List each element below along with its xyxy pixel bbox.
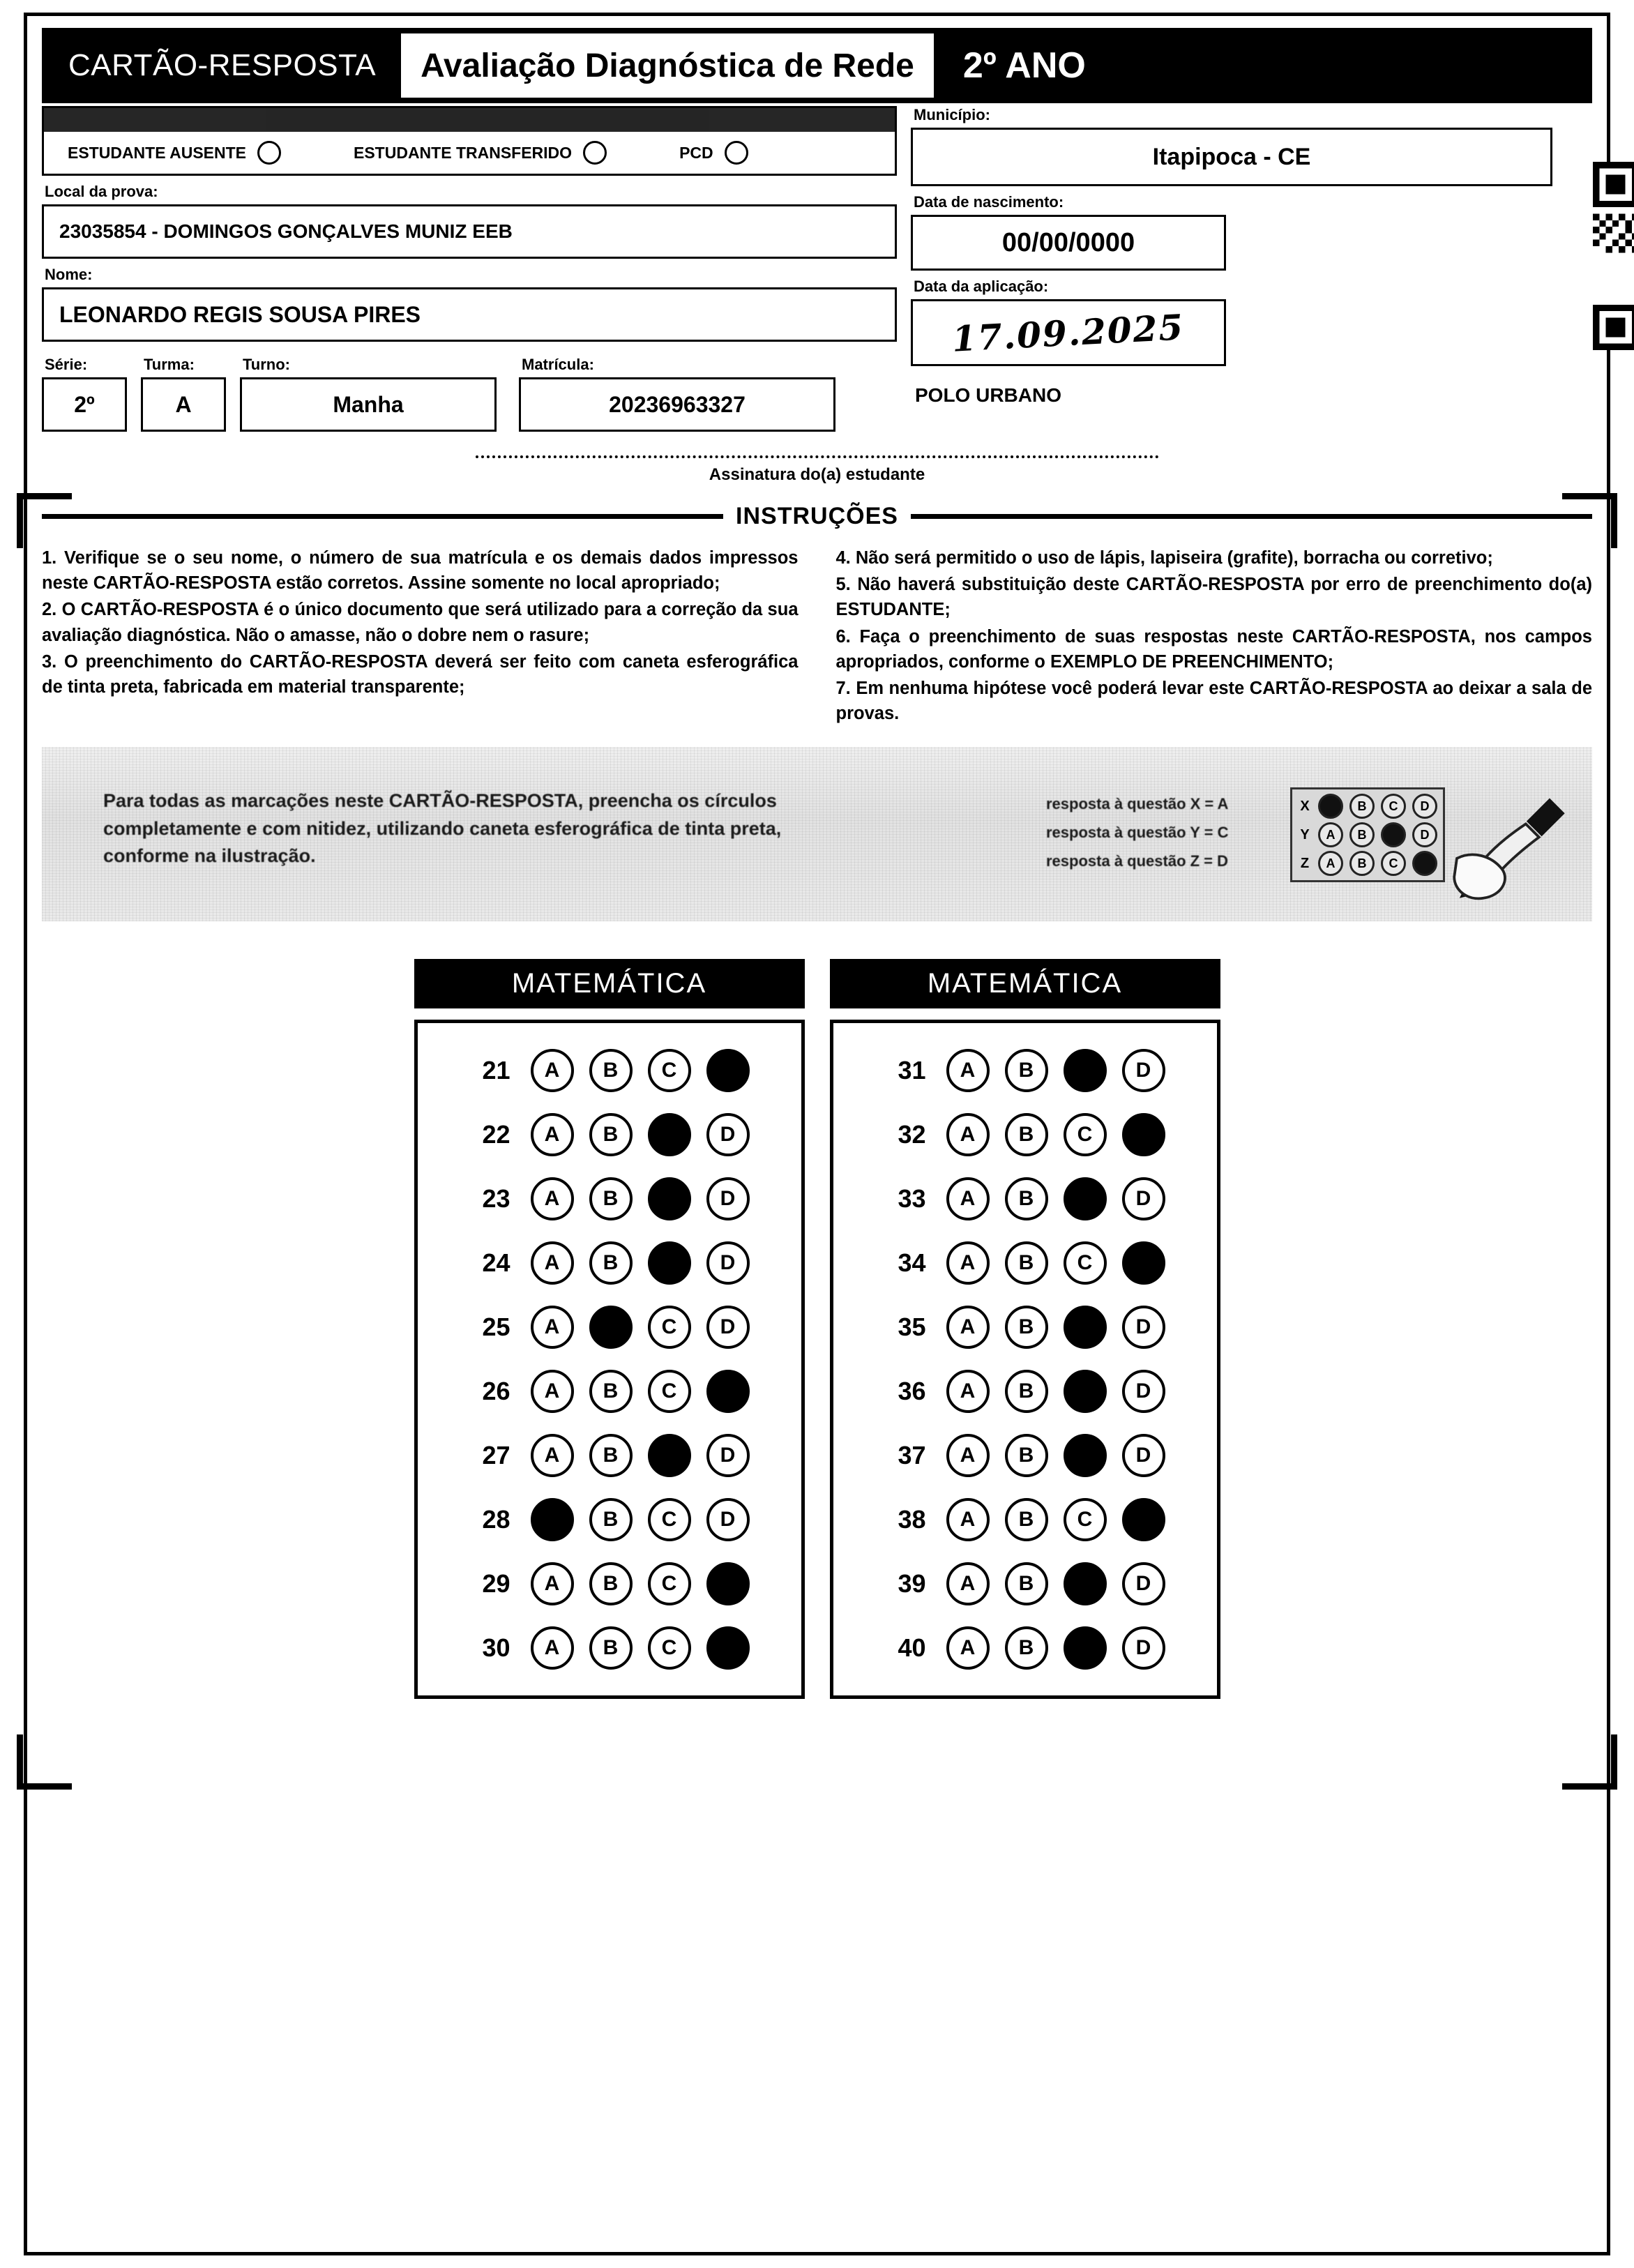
answer-row[interactable] (418, 1616, 801, 1680)
answer-row[interactable] (418, 1167, 801, 1231)
bubble-d[interactable]: D (706, 1498, 750, 1541)
bubble-b[interactable]: B (1005, 1177, 1048, 1220)
municipio-field[interactable]: Itapipoca - CE (911, 128, 1552, 186)
option-student-transferred-bubble[interactable] (583, 141, 607, 165)
bubble-c[interactable] (1064, 1370, 1107, 1413)
bubble-a[interactable]: A (946, 1049, 990, 1092)
example-bubble-d (1412, 851, 1437, 876)
question-number: 34 (898, 1248, 926, 1278)
example-bubble-a: A (1318, 851, 1343, 876)
birth-label: Data de nascimento: (914, 193, 1064, 211)
bubble-c[interactable] (1064, 1562, 1107, 1605)
bubble-a[interactable]: A (946, 1177, 990, 1220)
instruction-item: 2. O CARTÃO-RESPOSTA é o único documento que será utilizado para a correção da sua avaliação diagnóstica. Não o amasse, não o dobre nem o rasure; (42, 600, 799, 645)
qr-code (1552, 106, 1634, 407)
header-right-title: 2º ANO (962, 45, 1086, 86)
answer-column-1-title: MATEMÁTICA (414, 959, 805, 1008)
question-number: 26 (482, 1377, 510, 1406)
identification-block (42, 106, 1592, 432)
bubble-d[interactable]: D (1122, 1049, 1165, 1092)
option-student-absent-bubble[interactable] (257, 141, 281, 165)
identification-left (42, 106, 897, 432)
bubble-b[interactable]: B (1005, 1434, 1048, 1477)
local-label: Local da prova: (45, 183, 158, 200)
example-bubble-a (1318, 794, 1343, 819)
turma-label: Turma: (144, 356, 195, 373)
bubble-d[interactable] (706, 1370, 750, 1413)
option-student-absent-label: ESTUDANTE AUSENTE (68, 143, 246, 162)
example-answer-line: resposta à questão Z = D (1046, 852, 1229, 870)
applicator-bar (42, 106, 897, 176)
identification-right (897, 106, 1634, 407)
bubble-d[interactable]: D (1122, 1562, 1165, 1605)
bubble-c[interactable] (648, 1241, 691, 1285)
application-field[interactable] (911, 299, 1226, 366)
bubble-d[interactable]: D (1122, 1370, 1165, 1413)
bubble-a[interactable]: A (531, 1177, 574, 1220)
bubble-b[interactable]: B (589, 1498, 633, 1541)
option-student-transferred[interactable] (354, 141, 607, 165)
bubble-a[interactable]: A (531, 1049, 574, 1092)
bubble-d[interactable] (706, 1562, 750, 1605)
bubble-a[interactable]: A (531, 1306, 574, 1349)
answer-row[interactable] (418, 1359, 801, 1423)
question-number: 38 (898, 1505, 926, 1534)
question-number: 22 (482, 1120, 510, 1149)
bubble-a[interactable]: A (531, 1370, 574, 1413)
bottom-corner-markers (42, 1720, 1592, 1783)
bubble-a[interactable]: A (946, 1241, 990, 1285)
example-answer-line: resposta à questão Y = C (1046, 824, 1229, 842)
question-number: 36 (898, 1377, 926, 1406)
bubble-a[interactable]: A (531, 1113, 574, 1156)
turno-field[interactable]: Manha (240, 377, 497, 432)
instruction-item: 5. Não haverá substituição deste CARTÃO-RESPOSTA por erro de preenchimento do(a) ESTUDANTE; (835, 575, 1592, 620)
bubble-b[interactable]: B (1005, 1241, 1048, 1285)
answer-grids (42, 959, 1592, 1699)
example-bubble-d: D (1412, 794, 1437, 819)
bubble-b[interactable]: B (1005, 1562, 1048, 1605)
bubble-d[interactable]: D (706, 1306, 750, 1349)
bubble-c[interactable]: C (648, 1049, 691, 1092)
bubble-b[interactable]: B (589, 1113, 633, 1156)
answer-row[interactable] (833, 1038, 1217, 1103)
answer-column-1 (414, 959, 805, 1699)
bubble-b[interactable]: B (589, 1562, 633, 1605)
bubble-a[interactable]: A (531, 1241, 574, 1285)
answer-row[interactable] (833, 1552, 1217, 1616)
question-number: 39 (898, 1569, 926, 1598)
local-field[interactable]: 23035854 - DOMINGOS GONÇALVES MUNIZ EEB (42, 204, 897, 259)
bubble-a[interactable]: A (531, 1626, 574, 1670)
bubble-b[interactable]: B (589, 1626, 633, 1670)
answer-row[interactable] (833, 1231, 1217, 1295)
bubble-b[interactable]: B (589, 1370, 633, 1413)
question-number: 25 (482, 1313, 510, 1342)
bubble-a[interactable]: A (946, 1113, 990, 1156)
bubble-c[interactable] (648, 1177, 691, 1220)
instructions-rule-right (911, 514, 1592, 519)
bubble-a[interactable]: A (946, 1306, 990, 1349)
bubble-a[interactable]: A (531, 1434, 574, 1477)
application-label: Data da aplicação: (914, 278, 1049, 295)
answer-row[interactable] (418, 1423, 801, 1488)
bubble-a[interactable]: A (946, 1370, 990, 1413)
bubble-d[interactable]: D (1122, 1177, 1165, 1220)
polo-label: POLO URBANO (915, 384, 1061, 406)
corner-marker-bottom-right (1562, 1734, 1617, 1790)
option-student-absent[interactable] (68, 141, 281, 165)
bubble-b[interactable]: B (589, 1177, 633, 1220)
question-number: 35 (898, 1313, 926, 1342)
example-bubble-c (1381, 822, 1406, 847)
turno-label: Turno: (243, 356, 291, 373)
answer-row[interactable] (418, 1552, 801, 1616)
option-student-transferred-label: ESTUDANTE TRANSFERIDO (354, 143, 573, 162)
instructions-section (42, 503, 1592, 727)
bubble-c[interactable] (1064, 1306, 1107, 1349)
question-number: 32 (898, 1120, 926, 1149)
bubble-d[interactable]: D (1122, 1434, 1165, 1477)
bubble-c[interactable] (1064, 1049, 1107, 1092)
answer-row[interactable] (833, 1103, 1217, 1167)
bubble-c[interactable]: C (648, 1498, 691, 1541)
bubble-d[interactable] (1122, 1113, 1165, 1156)
option-pcd-bubble[interactable] (725, 141, 748, 165)
header-left-title: CARTÃO-RESPOSTA (68, 48, 377, 82)
bubble-b[interactable]: B (1005, 1113, 1048, 1156)
question-number: 33 (898, 1184, 926, 1214)
municipio-label: Município: (914, 106, 990, 123)
answer-row[interactable] (833, 1423, 1217, 1488)
bubble-c[interactable] (1064, 1626, 1107, 1670)
example-row-label: Z (1300, 855, 1310, 871)
bubble-b[interactable]: B (1005, 1370, 1048, 1413)
instructions-title: INSTRUÇÕES (736, 503, 898, 529)
bubble-b[interactable]: B (1005, 1306, 1048, 1349)
instructions-column-left (42, 545, 799, 727)
instruction-item: 4. Não será permitido o uso de lápis, lapiseira (grafite), borracha ou corretivo; (835, 548, 1493, 568)
matricula-field[interactable]: 20236963327 (519, 377, 835, 432)
answer-row[interactable] (418, 1103, 801, 1167)
filling-example-text: Para todas as marcações neste CARTÃO-RESPOSTA, preencha os círculos completamente e com nitidez, utilizando caneta esferográfica de tinta preta, conforme na ilustração. (103, 790, 782, 866)
bubble-c[interactable]: C (648, 1306, 691, 1349)
bubble-a[interactable]: A (946, 1626, 990, 1670)
bubble-d[interactable] (1122, 1498, 1165, 1541)
example-answer-line: resposta à questão X = A (1046, 795, 1229, 813)
question-number: 31 (898, 1056, 926, 1085)
serie-field[interactable]: 2º (42, 377, 127, 432)
application-handwritten-value: 17.09.2025 (951, 305, 1186, 360)
filling-example-answers (1046, 790, 1228, 875)
answer-row[interactable] (833, 1295, 1217, 1359)
answer-column-2 (830, 959, 1220, 1699)
bubble-c[interactable]: C (648, 1562, 691, 1605)
corner-marker-top-left (17, 493, 72, 548)
bubble-c[interactable] (1064, 1434, 1107, 1477)
bubble-d[interactable]: D (1122, 1306, 1165, 1349)
bubble-a[interactable]: A (531, 1562, 574, 1605)
instruction-item: 6. Faça o preenchimento de suas respostas neste CARTÃO-RESPOSTA, nos campos apropriados, conforme o EXEMPLO DE PREENCHIMENTO; (835, 626, 1592, 672)
answer-column-2-title: MATEMÁTICA (830, 959, 1220, 1008)
filling-example-grid (1290, 787, 1445, 882)
answer-row[interactable] (833, 1616, 1217, 1680)
signature-label: Assinatura do(a) estudante (709, 465, 925, 484)
bubble-c[interactable] (1064, 1177, 1107, 1220)
bubble-c[interactable]: C (1064, 1498, 1107, 1541)
option-pcd[interactable] (679, 141, 748, 165)
example-bubble-a: A (1318, 822, 1343, 847)
example-bubble-d: D (1412, 822, 1437, 847)
bubble-b[interactable]: B (1005, 1626, 1048, 1670)
bubble-a[interactable]: A (946, 1498, 990, 1541)
example-bubble-c: C (1381, 794, 1406, 819)
instruction-item: 7. Em nenhuma hipótese você poderá levar este CARTÃO-RESPOSTA ao deixar a sala de provas. (835, 679, 1592, 724)
birth-field[interactable]: 00/00/0000 (911, 215, 1226, 271)
bubble-d[interactable]: D (1122, 1626, 1165, 1670)
bubble-b[interactable]: B (1005, 1049, 1048, 1092)
applicator-bar-title: A SER PREENCHIDO PELO APLICADOR (44, 108, 895, 132)
filling-example-strip (42, 747, 1592, 921)
bubble-d[interactable] (706, 1626, 750, 1670)
answer-row[interactable] (833, 1167, 1217, 1231)
header-center-title: Avaliação Diagnóstica de Rede (401, 33, 934, 98)
answer-row[interactable] (418, 1038, 801, 1103)
bubble-c[interactable]: C (1064, 1241, 1107, 1285)
instruction-item: 3. O preenchimento do CARTÃO-RESPOSTA deverá ser feito com caneta esferográfica de tinta preta, fabricada em material transparente; (42, 651, 799, 697)
bubble-d[interactable]: D (706, 1241, 750, 1285)
serie-label: Série: (45, 356, 88, 373)
bubble-d[interactable]: D (706, 1434, 750, 1477)
question-number: 21 (482, 1056, 510, 1085)
hand-with-pen-icon (1444, 776, 1576, 909)
answer-row[interactable] (418, 1488, 801, 1552)
question-number: 28 (482, 1505, 510, 1534)
bubble-c[interactable] (648, 1113, 691, 1156)
example-row-x (1298, 794, 1437, 819)
name-field[interactable]: LEONARDO REGIS SOUSA PIRES (42, 287, 897, 342)
corner-marker-bottom-left (17, 1734, 72, 1790)
question-number: 40 (898, 1633, 926, 1663)
example-row-label: Y (1300, 826, 1310, 842)
instructions-rule-left (42, 514, 723, 519)
bubble-a[interactable]: A (946, 1562, 990, 1605)
example-row-label: X (1300, 798, 1310, 814)
instructions-column-right (836, 545, 1593, 727)
example-row-z (1298, 851, 1437, 876)
question-number: 29 (482, 1569, 510, 1598)
answer-row[interactable] (418, 1231, 801, 1295)
bubble-d[interactable] (1122, 1241, 1165, 1285)
answer-row[interactable] (833, 1359, 1217, 1423)
bubble-a[interactable]: A (946, 1434, 990, 1477)
example-bubble-c: C (1381, 851, 1406, 876)
bubble-d[interactable]: D (706, 1113, 750, 1156)
bubble-c[interactable] (648, 1434, 691, 1477)
question-number: 37 (898, 1441, 926, 1470)
bubble-a[interactable] (531, 1498, 574, 1541)
option-pcd-label: PCD (679, 143, 713, 162)
question-number: 30 (482, 1633, 510, 1663)
bubble-b[interactable]: B (589, 1241, 633, 1285)
name-label: Nome: (45, 266, 93, 283)
answer-row[interactable] (418, 1295, 801, 1359)
question-number: 27 (482, 1441, 510, 1470)
bubble-c[interactable]: C (1064, 1113, 1107, 1156)
bubble-b[interactable]: B (589, 1049, 633, 1092)
corner-marker-top-right (1562, 493, 1617, 548)
question-number: 24 (482, 1248, 510, 1278)
example-bubble-b: B (1349, 794, 1375, 819)
example-bubble-b: B (1349, 822, 1375, 847)
bubble-d[interactable]: D (706, 1177, 750, 1220)
matricula-label: Matrícula: (522, 356, 594, 373)
bubble-b[interactable]: B (1005, 1498, 1048, 1541)
answer-row[interactable] (833, 1488, 1217, 1552)
question-number: 23 (482, 1184, 510, 1214)
turma-field[interactable]: A (141, 377, 226, 432)
bubble-d[interactable] (706, 1049, 750, 1092)
example-row-y (1298, 822, 1437, 847)
bubble-b[interactable]: B (589, 1434, 633, 1477)
example-bubble-b: B (1349, 851, 1375, 876)
signature-area (42, 455, 1592, 485)
bubble-c[interactable]: C (648, 1626, 691, 1670)
instruction-item: 1. Verifique se o seu nome, o número de sua matrícula e os demais dados impressos neste CARTÃO-RESPOSTA estão corretos. Assine somente no local apropriado; (42, 548, 799, 594)
page-header (42, 28, 1592, 103)
bubble-c[interactable]: C (648, 1370, 691, 1413)
signature-line[interactable] (476, 455, 1159, 458)
bubble-b[interactable] (589, 1306, 633, 1349)
